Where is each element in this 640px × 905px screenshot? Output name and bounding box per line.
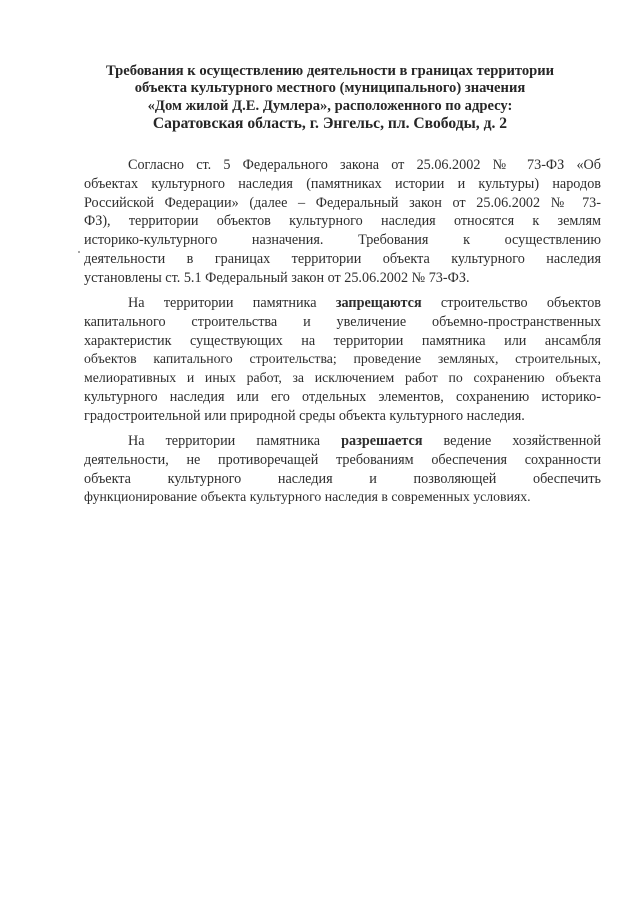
paragraph-line: капитального строительства и увеличение объемно-пространственных — [84, 313, 601, 330]
scan-speck — [78, 251, 80, 253]
paragraph-line: историко-культурного назначения. Требования к осуществлению — [84, 232, 601, 249]
paragraph-line: Согласно ст. 5 Федерального закона от 25.06.2002 № 73-ФЗ «Об — [128, 157, 601, 173]
document-title — [86, 63, 574, 133]
paragraph-legal-basis — [84, 156, 601, 288]
permitted-keyword: разрешается — [341, 433, 423, 449]
paragraph-line — [84, 294, 601, 313]
paragraph-permissions — [84, 432, 601, 507]
paragraph-line: градостроительной или природной среды объекта культурного наследия. — [84, 407, 525, 424]
paragraph-line: ФЗ), территории объектов культурного наследия относятся к землям — [84, 213, 601, 230]
title-line-3: «Дом жилой Д.Е. Думлера», расположенного по адресу: — [147, 97, 513, 114]
paragraph-line: деятельности, не противоречащей требованиям обеспечения сохранности — [84, 451, 601, 468]
paragraph-text: На территории памятника — [128, 295, 336, 311]
paragraph-text: ведение хозяйственной — [422, 433, 601, 449]
paragraph-line: мелиоративных и иных работ, за исключением работ по сохранению объекта — [84, 370, 601, 386]
paragraph-line — [84, 432, 601, 451]
title-line-4: Саратовская область, г. Энгельс, пл. Свободы, д. 2 — [152, 115, 508, 133]
paragraph-line: культурного наследия или его отдельных элементов, сохранению историко- — [84, 388, 601, 405]
paragraph-line: Российской Федерации» (далее – Федеральный закон от 25.06.2002 № 73- — [84, 194, 601, 211]
paragraph-prohibitions — [84, 294, 601, 426]
paragraph-line: характеристик существующих на территории памятника или ансамбля — [84, 332, 601, 349]
paragraph-text: На территории памятника — [128, 433, 342, 449]
paragraph-line: объекта культурного наследия и позволяющей обеспечить — [84, 470, 601, 487]
paragraph-line: объектов капитального строительства; проведение земляных, строительных, — [84, 351, 601, 367]
paragraph-line: установлены ст. 5.1 Федеральный закон от 25.06.2002 № 73-ФЗ. — [84, 269, 470, 286]
paragraph-line: функционирование объекта культурного наследия в современных условиях. — [84, 489, 531, 505]
title-line-1: Требования к осуществлению деятельности в границах территории — [105, 63, 555, 79]
title-line-2: объекта культурного местного (муниципального) значения — [134, 80, 526, 97]
paragraph-line: деятельности в границах территории объекта культурного наследия — [84, 250, 601, 267]
paragraph-text: строительство объектов — [421, 295, 601, 311]
prohibited-keyword: запрещаются — [335, 295, 422, 311]
paragraph-line: объектах культурного наследия (памятниках истории и культуры) народов — [84, 175, 601, 192]
